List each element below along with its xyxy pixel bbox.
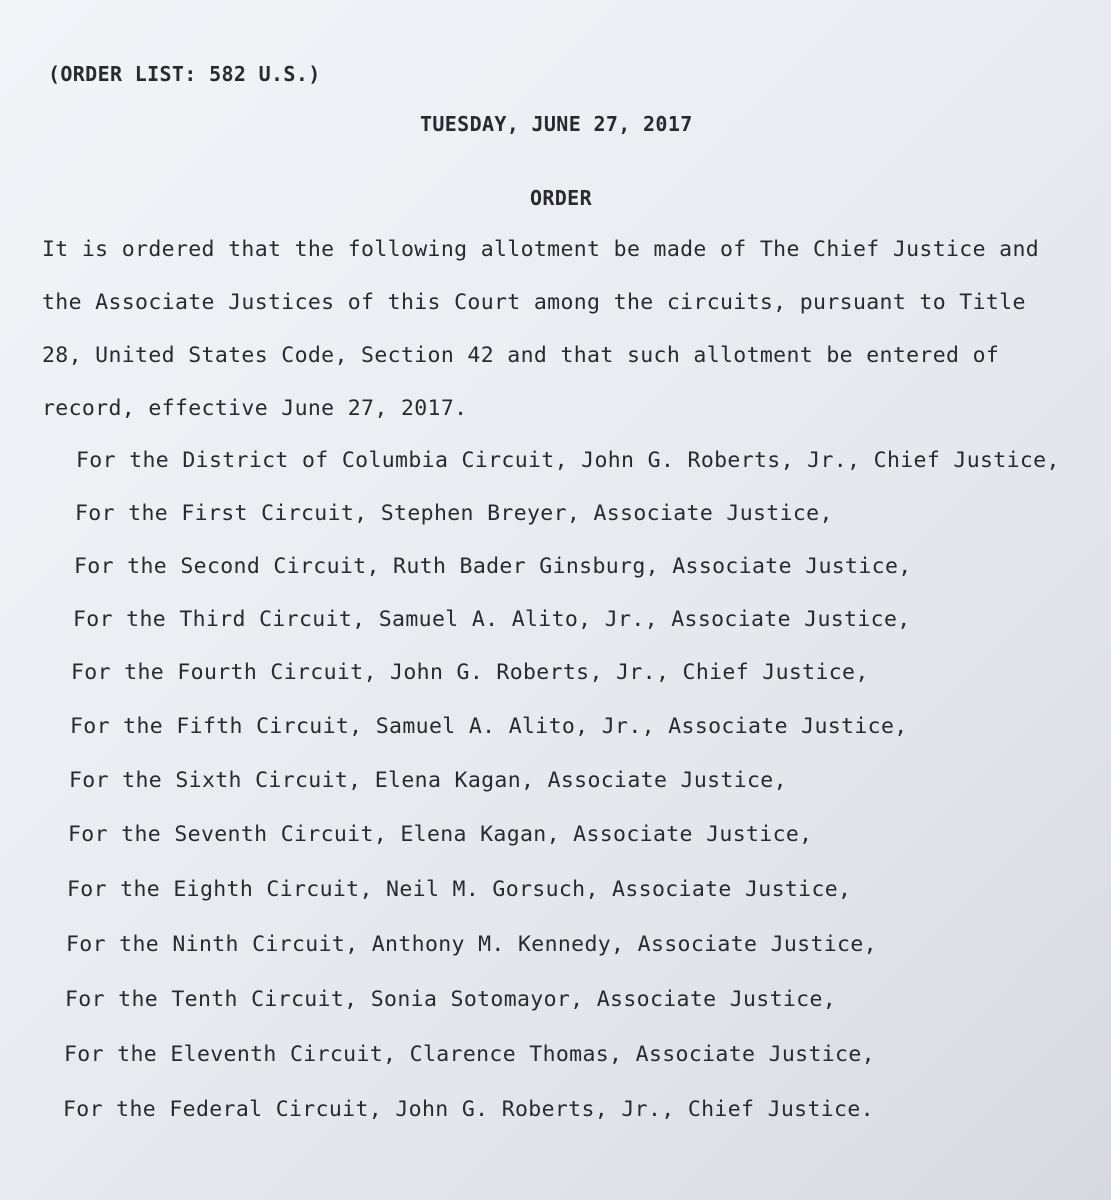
allotment-line: For the District of Columbia Circuit, John G. Roberts, Jr., Chief Justice, <box>76 448 1060 473</box>
intro-line: 28, United States Code, Section 42 and that such allotment be entered of <box>42 343 1000 368</box>
order-list-label: (ORDER LIST: 582 U.S.) <box>48 62 321 86</box>
allotment-line: For the Sixth Circuit, Elena Kagan, Associate Justice, <box>69 768 787 793</box>
allotment-line: For the Tenth Circuit, Sonia Sotomayor, Associate Justice, <box>65 987 837 1012</box>
allotment-line: For the Federal Circuit, John G. Roberts, Jr., Chief Justice. <box>63 1097 874 1122</box>
allotment-line: For the Eleventh Circuit, Clarence Thomas, Associate Justice, <box>64 1042 875 1067</box>
intro-line: It is ordered that the following allotment be made of The Chief Justice and <box>42 237 1040 262</box>
allotment-line: For the Seventh Circuit, Elena Kagan, Associate Justice, <box>68 822 813 847</box>
intro-line: record, effective June 27, 2017. <box>42 396 468 421</box>
allotment-line: For the Fifth Circuit, Samuel A. Alito, Jr., Associate Justice, <box>70 714 908 739</box>
intro-line: the Associate Justices of this Court among the circuits, pursuant to Title <box>42 290 1026 315</box>
allotment-line: For the Third Circuit, Samuel A. Alito, Jr., Associate Justice, <box>73 607 911 632</box>
allotment-line: For the Fourth Circuit, John G. Roberts, Jr., Chief Justice, <box>71 660 869 685</box>
order-heading: ORDER <box>530 186 592 210</box>
allotment-line: For the Ninth Circuit, Anthony M. Kennedy, Associate Justice, <box>66 932 877 957</box>
allotment-line: For the Eighth Circuit, Neil M. Gorsuch, Associate Justice, <box>67 877 852 902</box>
allotment-line: For the First Circuit, Stephen Breyer, Associate Justice, <box>75 501 833 526</box>
allotment-line: For the Second Circuit, Ruth Bader Ginsburg, Associate Justice, <box>74 554 912 579</box>
order-date: TUESDAY, JUNE 27, 2017 <box>420 112 693 136</box>
